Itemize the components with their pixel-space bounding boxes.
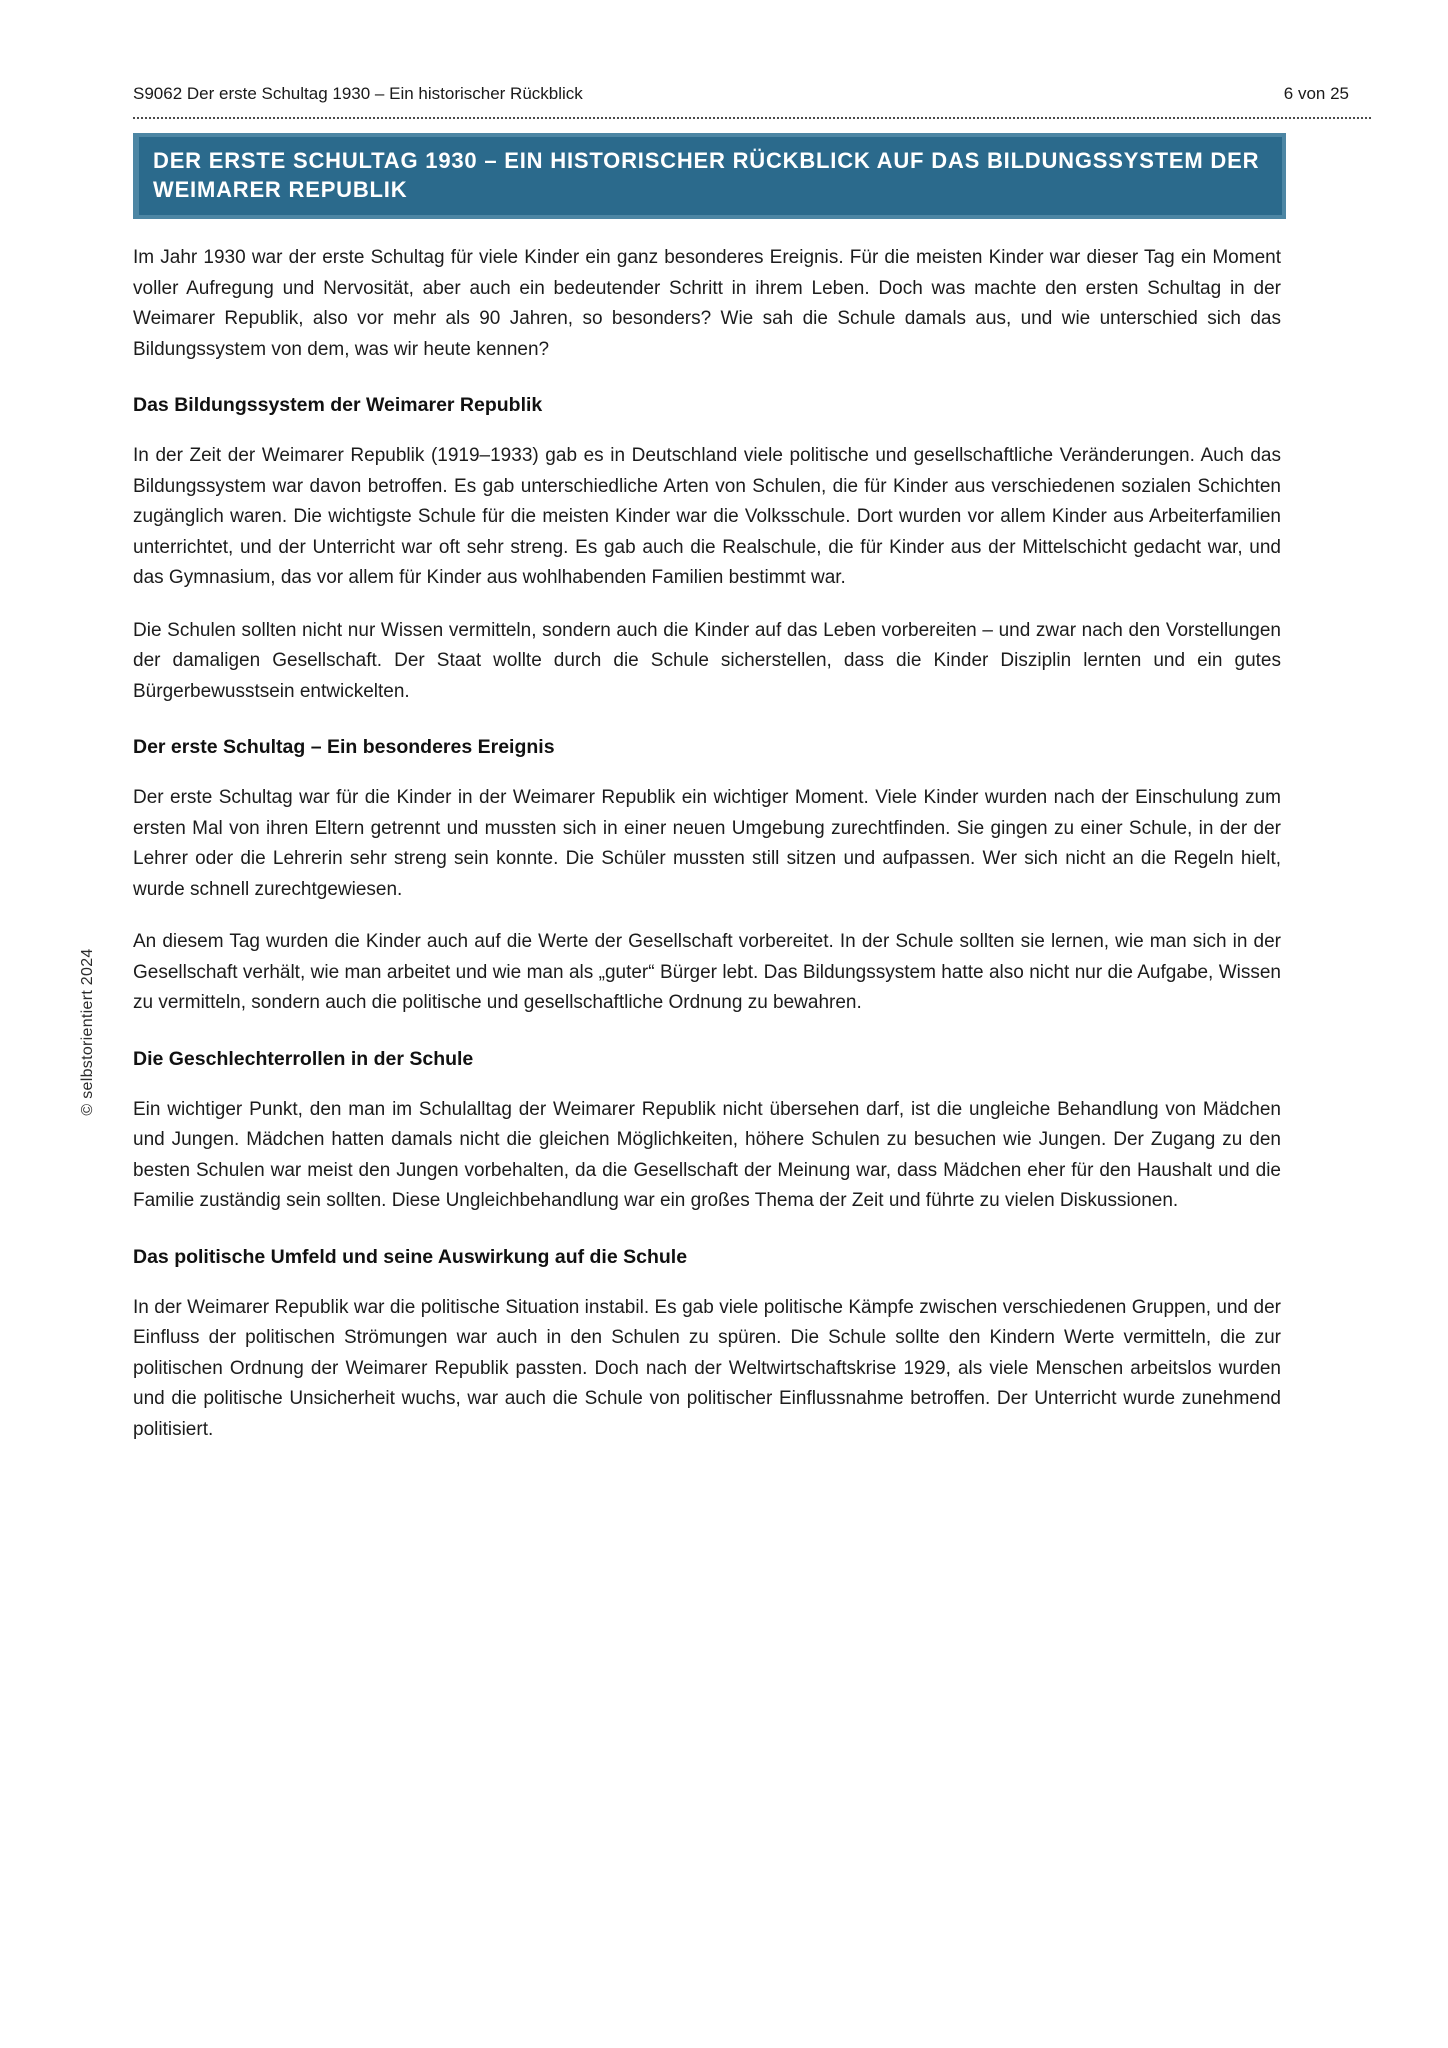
title-banner (133, 133, 1286, 219)
section-erster-schultag (133, 735, 1281, 1019)
page-header (133, 84, 1371, 119)
header-page-indicator: 6 von 25 (1283, 84, 1349, 103)
paragraph: Die Schulen sollten nicht nur Wissen vermitteln, sondern auch die Kinder auf das Leben vorbereiten – und zwar nach den Vorstellungen der damaligen Gesellschaft. Der Staat wollte durch die Schule sicherstellen, dass die Kinder Disziplin lernten und ein gutes Bürgerbewusstsein entwickelten. (133, 619, 1281, 702)
paragraph: An diesem Tag wurden die Kinder auch auf die Werte der Gesellschaft vorbereitet. In der Schule sollten sie lernen, wie man sich in der Gesellschaft verhält, wie man arbeitet und wie man als „guter“ Bürger lebt. Das Bildungssystem hatte also nicht nur die Aufgabe, Wissen zu vermitteln, sondern auch die politische und gesellschaftliche Ordnung zu bewahren. (133, 931, 1281, 1013)
section-heading: Der erste Schultag – Ein besonderes Ereignis (133, 736, 555, 758)
document-title: DER ERSTE SCHULTAG 1930 – EIN HISTORISCHER RÜCKBLICK AUF DAS BILDUNGSSYSTEM DER WEIMARER REPUBLIK (153, 148, 1260, 202)
paragraph: In der Weimarer Republik war die politische Situation instabil. Es gab viele politische Kämpfe zwischen verschiedenen Gruppen, und der Einfluss der politischen Strömungen war auch in den Schulen zu spüren. Die Schule sollte den Kindern Werte vermitteln, die zur politischen Ordnung der Weimarer Republik passten. Doch nach der Weltwirtschaftskrise 1929, als viele Menschen arbeitslos wurden und die politische Unsicherheit wuchs, war auch die Schule von politischer Einflussnahme betroffen. Der Unterricht wurde zunehmend politisiert. (133, 1296, 1281, 1440)
section-geschlechterrollen (133, 1047, 1281, 1217)
header-doc-title: S9062 Der erste Schultag 1930 – Ein historischer Rückblick (133, 84, 583, 103)
worksheet-content (133, 133, 1281, 1467)
section-heading: Das Bildungssystem der Weimarer Republik (133, 394, 543, 416)
article-body (133, 243, 1281, 1445)
section-heading: Die Geschlechterrollen in der Schule (133, 1047, 474, 1070)
section-politisches-umfeld (133, 1245, 1281, 1446)
section-intro (133, 243, 1281, 365)
paragraph: Im Jahr 1930 war der erste Schultag für viele Kinder ein ganz besonderes Ereignis. Für die meisten Kinder war dieser Tag ein Moment voller Aufregung und Nervosität, aber auch ein bedeutender Schritt in ihrem Leben. Doch was machte den ersten Schultag in der Weimarer Republik, also vor mehr als 90 Jahren, so besonders? Wie sah die Schule damals aus, und wie unterschied sich das Bildungssystem von dem, was wir heute kennen? (133, 247, 1281, 360)
section-bildungssystem (133, 393, 1281, 707)
copyright-notice: © selbstorientiert 2024 (79, 948, 96, 1116)
paragraph: Der erste Schultag war für die Kinder in der Weimarer Republik ein wichtiger Moment. Viele Kinder wurden nach der Einschulung zum ersten Mal von ihren Eltern getrennt und mussten sich in einer neuen Umgebung zurechtfinden. Sie gingen zu einer Schule, in der der Lehrer oder die Lehrerin sehr streng sein konnte. Die Schüler mussten still sitzen und aufpassen. Wer sich nicht an die Regeln hielt, wurde schnell zurechtgewiesen. (133, 787, 1281, 900)
paragraph: Ein wichtiger Punkt, den man im Schulalltag der Weimarer Republik nicht übersehen darf, ist die ungleiche Behandlung von Mädchen und Jungen. Mädchen hatten damals nicht die gleichen Möglichkeiten, höhere Schulen zu besuchen wie Jungen. Der Zugang zu den besten Schulen war meist den Jungen vorbehalten, da die Gesellschaft der Meinung war, dass Mädchen eher für den Haushalt und die Familie zuständig sein sollten. Diese Ungleichbehandlung war ein großes Thema der Zeit und führte zu vielen Diskussionen. (133, 1098, 1281, 1211)
section-heading: Das politische Umfeld und seine Auswirkung auf die Schule (133, 1245, 688, 1268)
paragraph: In der Zeit der Weimarer Republik (1919–1933) gab es in Deutschland viele politische und gesellschaftliche Veränderungen. Auch das Bildungssystem war davon betroffen. Es gab unterschiedliche Arten von Schulen, die für Kinder aus verschiedenen sozialen Schichten zugänglich waren. Die wichtigste Schule für die meisten Kinder war die Volksschule. Dort wurden vor allem Kinder aus Arbeiterfamilien unterrichtet, und der Unterricht war oft sehr streng. Es gab auch die Realschule, die für Kinder aus der Mittelschicht gedacht war, und das Gymnasium, das vor allem für Kinder aus wohlhabenden Familien bestimmt war. (133, 445, 1281, 588)
